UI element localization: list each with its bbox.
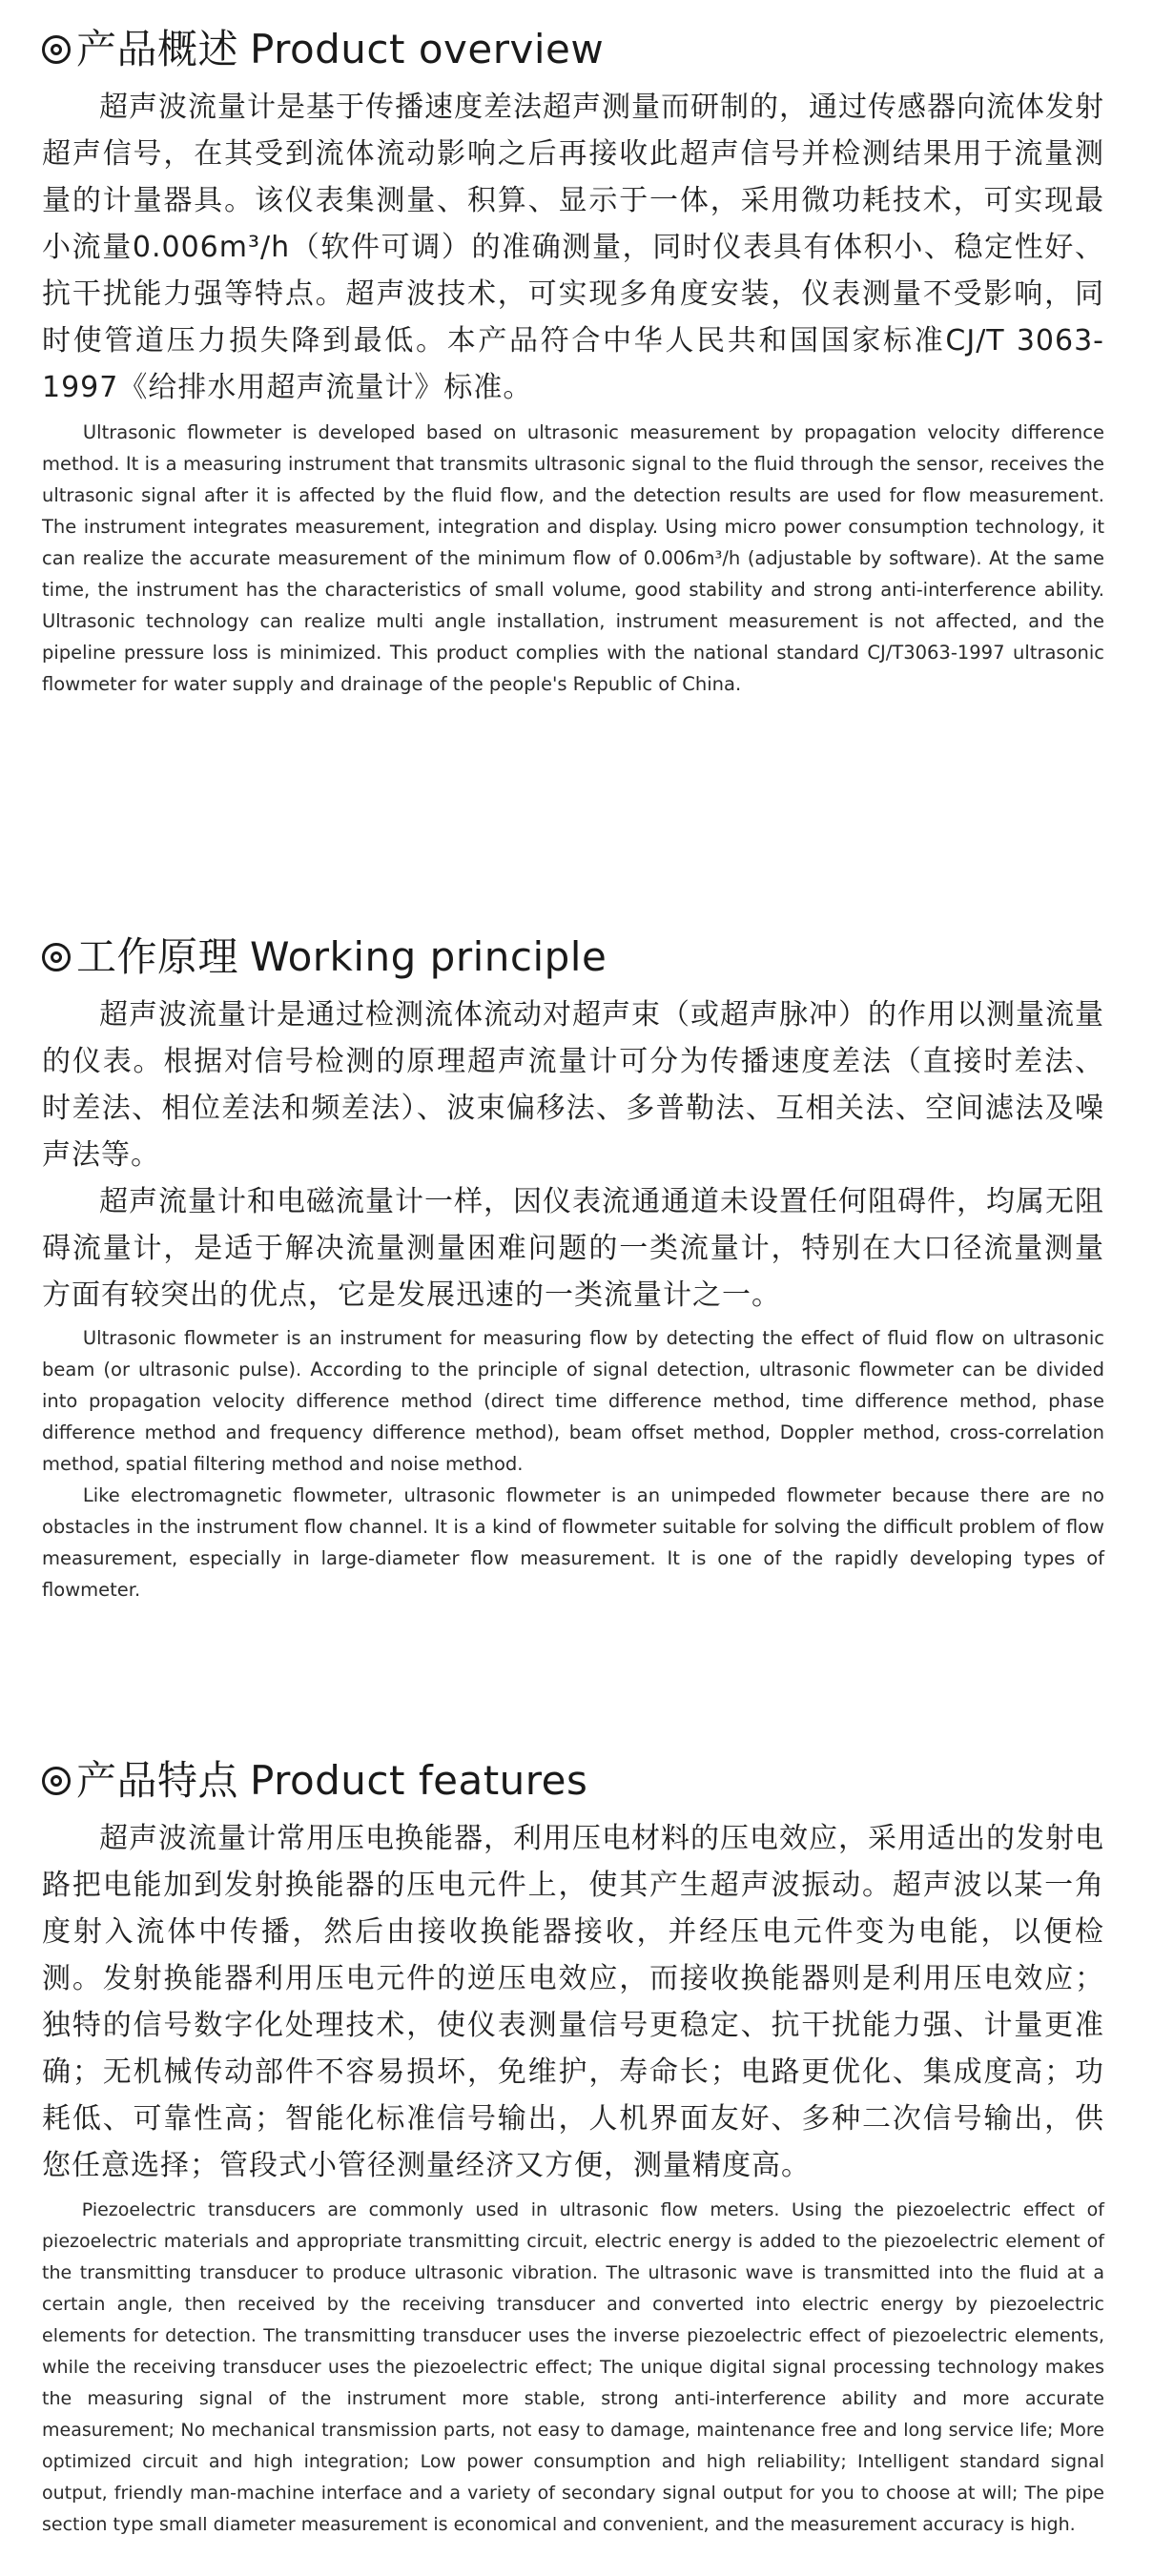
section-heading (42, 930, 1104, 984)
section-product-features (42, 1754, 1104, 2541)
section-heading (42, 1754, 1104, 1808)
heading-title-en: Product features (250, 1757, 588, 1804)
section-working-principle (42, 930, 1104, 1605)
heading-title-en: Working principle (250, 933, 607, 980)
section-heading (42, 23, 1104, 76)
double-circle-icon (42, 35, 71, 64)
paragraph-en: Ultrasonic flowmeter is developed based on ultrasonic measurement by propagation velocity difference method. It is a measuring instrument that transmits ultrasonic signal to the fluid through the sensor, receives the ultrasonic signal after it is affected by the fluid flow, and the detection results are used for flow measurement. The instrument integrates measurement, integration and display. Using micro power consumption technology, it can realize the accurate measurement of the minimum flow of 0.006m³/h (adjustable by software). At the same time, the instrument has the characteristics of small volume, good stability and strong anti-interference ability. Ultrasonic technology can realize multi angle installation, instrument measurement is not affected, and the pipeline pressure loss is minimized. This product complies with the national standard CJ/T3063-1997 ultrasonic flowmeter for water supply and drainage of the people's Republic of China. (42, 421, 1104, 695)
double-circle-icon (42, 1767, 71, 1795)
paragraph-en: Piezoelectric transducers are commonly used in ultrasonic flow meters. Using the piezoelectric effect of piezoelectric materials and appropriate transmitting circuit, electric energy is added to the piezoelectric element of the transmitting transducer to produce ultrasonic vibration. The ultrasonic wave is transmitted into the fluid at a certain angle, then received by the receiving transducer and converted into electric energy by piezoelectric elements for detection. The transmitting transducer uses the inverse piezoelectric effect of piezoelectric elements, while the receiving transducer uses the piezoelectric effect; The unique digital signal processing technology makes the measuring signal of the instrument more stable, strong anti-interference ability and more accurate measurement; No mechanical transmission parts, not easy to damage, maintenance free and long service life; More optimized circuit and high integration; Low power consumption and high reliability; Intelligent standard signal output, friendly man-machine interface and a variety of secondary signal output for you to choose at will; The pipe section type small diameter measurement is economical and convenient, and the measurement accuracy is high. (42, 2199, 1104, 2535)
paragraph-en-2: Like electromagnetic flowmeter, ultrasonic flowmeter is an unimpeded flowmeter because there are no obstacles in the instrument flow channel. It is a kind of flowmeter suitable for solving the difficult problem of flow measurement, especially in large-diameter flow measurement. It is one of the rapidly developing types of flowmeter. (42, 1484, 1104, 1601)
double-circle-icon (42, 943, 71, 971)
section-product-overview (42, 23, 1104, 700)
paragraph-cn-1: 超声波流量计是通过检测流体流动对超声束（或超声脉冲）的作用以测量流量的仪表。根据对信号检测的原理超声流量计可分为传播速度差法（直接时差法、时差法、相位差法和频差法）、波束偏移法、多普勒法、互相关法、空间滤法及噪声法等。 (42, 998, 1104, 1172)
heading-title-en: Product overview (250, 26, 605, 72)
paragraph-cn: 超声波流量计是基于传播速度差法超声测量而研制的，通过传感器向流体发射超声信号，在其受到流体流动影响之后再接收此超声信号并检测结果用于流量测量的计量器具。该仪表集测量、积算、显示于一体，采用微功耗技术，可实现最小流量0.006m³/h（软件可调）的准确测量，同时仪表具有体积小、稳定性好、抗干扰能力强等特点。超声波技术，可实现多角度安装，仪表测量不受影响，同时使管道压力损失降到最低。本产品符合中华人民共和国国家标准CJ/T 3063-1997《给排水用超声流量计》标准。 (42, 91, 1104, 404)
heading-title-cn: 产品特点 (76, 1757, 239, 1804)
paragraph-en-1: Ultrasonic flowmeter is an instrument for measuring flow by detecting the effect of fluid flow on ultrasonic beam (or ultrasonic pulse). According to the principle of signal detection, ultrasonic flowmeter can be divided into propagation velocity difference method (direct time difference method, time difference method, phase difference method and frequency difference method), beam offset method, Doppler method, cross-correlation method, spatial filtering method and noise method. (42, 1327, 1104, 1475)
paragraph-cn: 超声波流量计常用压电换能器，利用压电材料的压电效应，采用适出的发射电路把电能加到发射换能器的压电元件上，使其产生超声波振动。超声波以某一角度射入流体中传播，然后由接收换能器接收，并经压电元件变为电能，以便检测。发射换能器利用压电元件的逆压电效应，而接收换能器则是利用压电效应；独特的信号数字化处理技术，使仪表测量信号更稳定、抗干扰能力强、计量更准确；无机械传动部件不容易损坏，免维护，寿命长；电路更优化、集成度高；功耗低、可靠性高；智能化标准信号输出，人机界面友好、多种二次信号输出，供您任意选择；管段式小管径测量经济又方便，测量精度高。 (42, 1822, 1104, 2182)
paragraph-cn-2: 超声流量计和电磁流量计一样，因仪表流通通道未设置任何阻碍件，均属无阻碍流量计，是适于解决流量测量困难问题的一类流量计，特别在大口径流量测量方面有较突出的优点，它是发展迅速的一类流量计之一。 (42, 1185, 1104, 1312)
heading-title-cn: 产品概述 (76, 26, 239, 72)
heading-title-cn: 工作原理 (76, 933, 239, 980)
